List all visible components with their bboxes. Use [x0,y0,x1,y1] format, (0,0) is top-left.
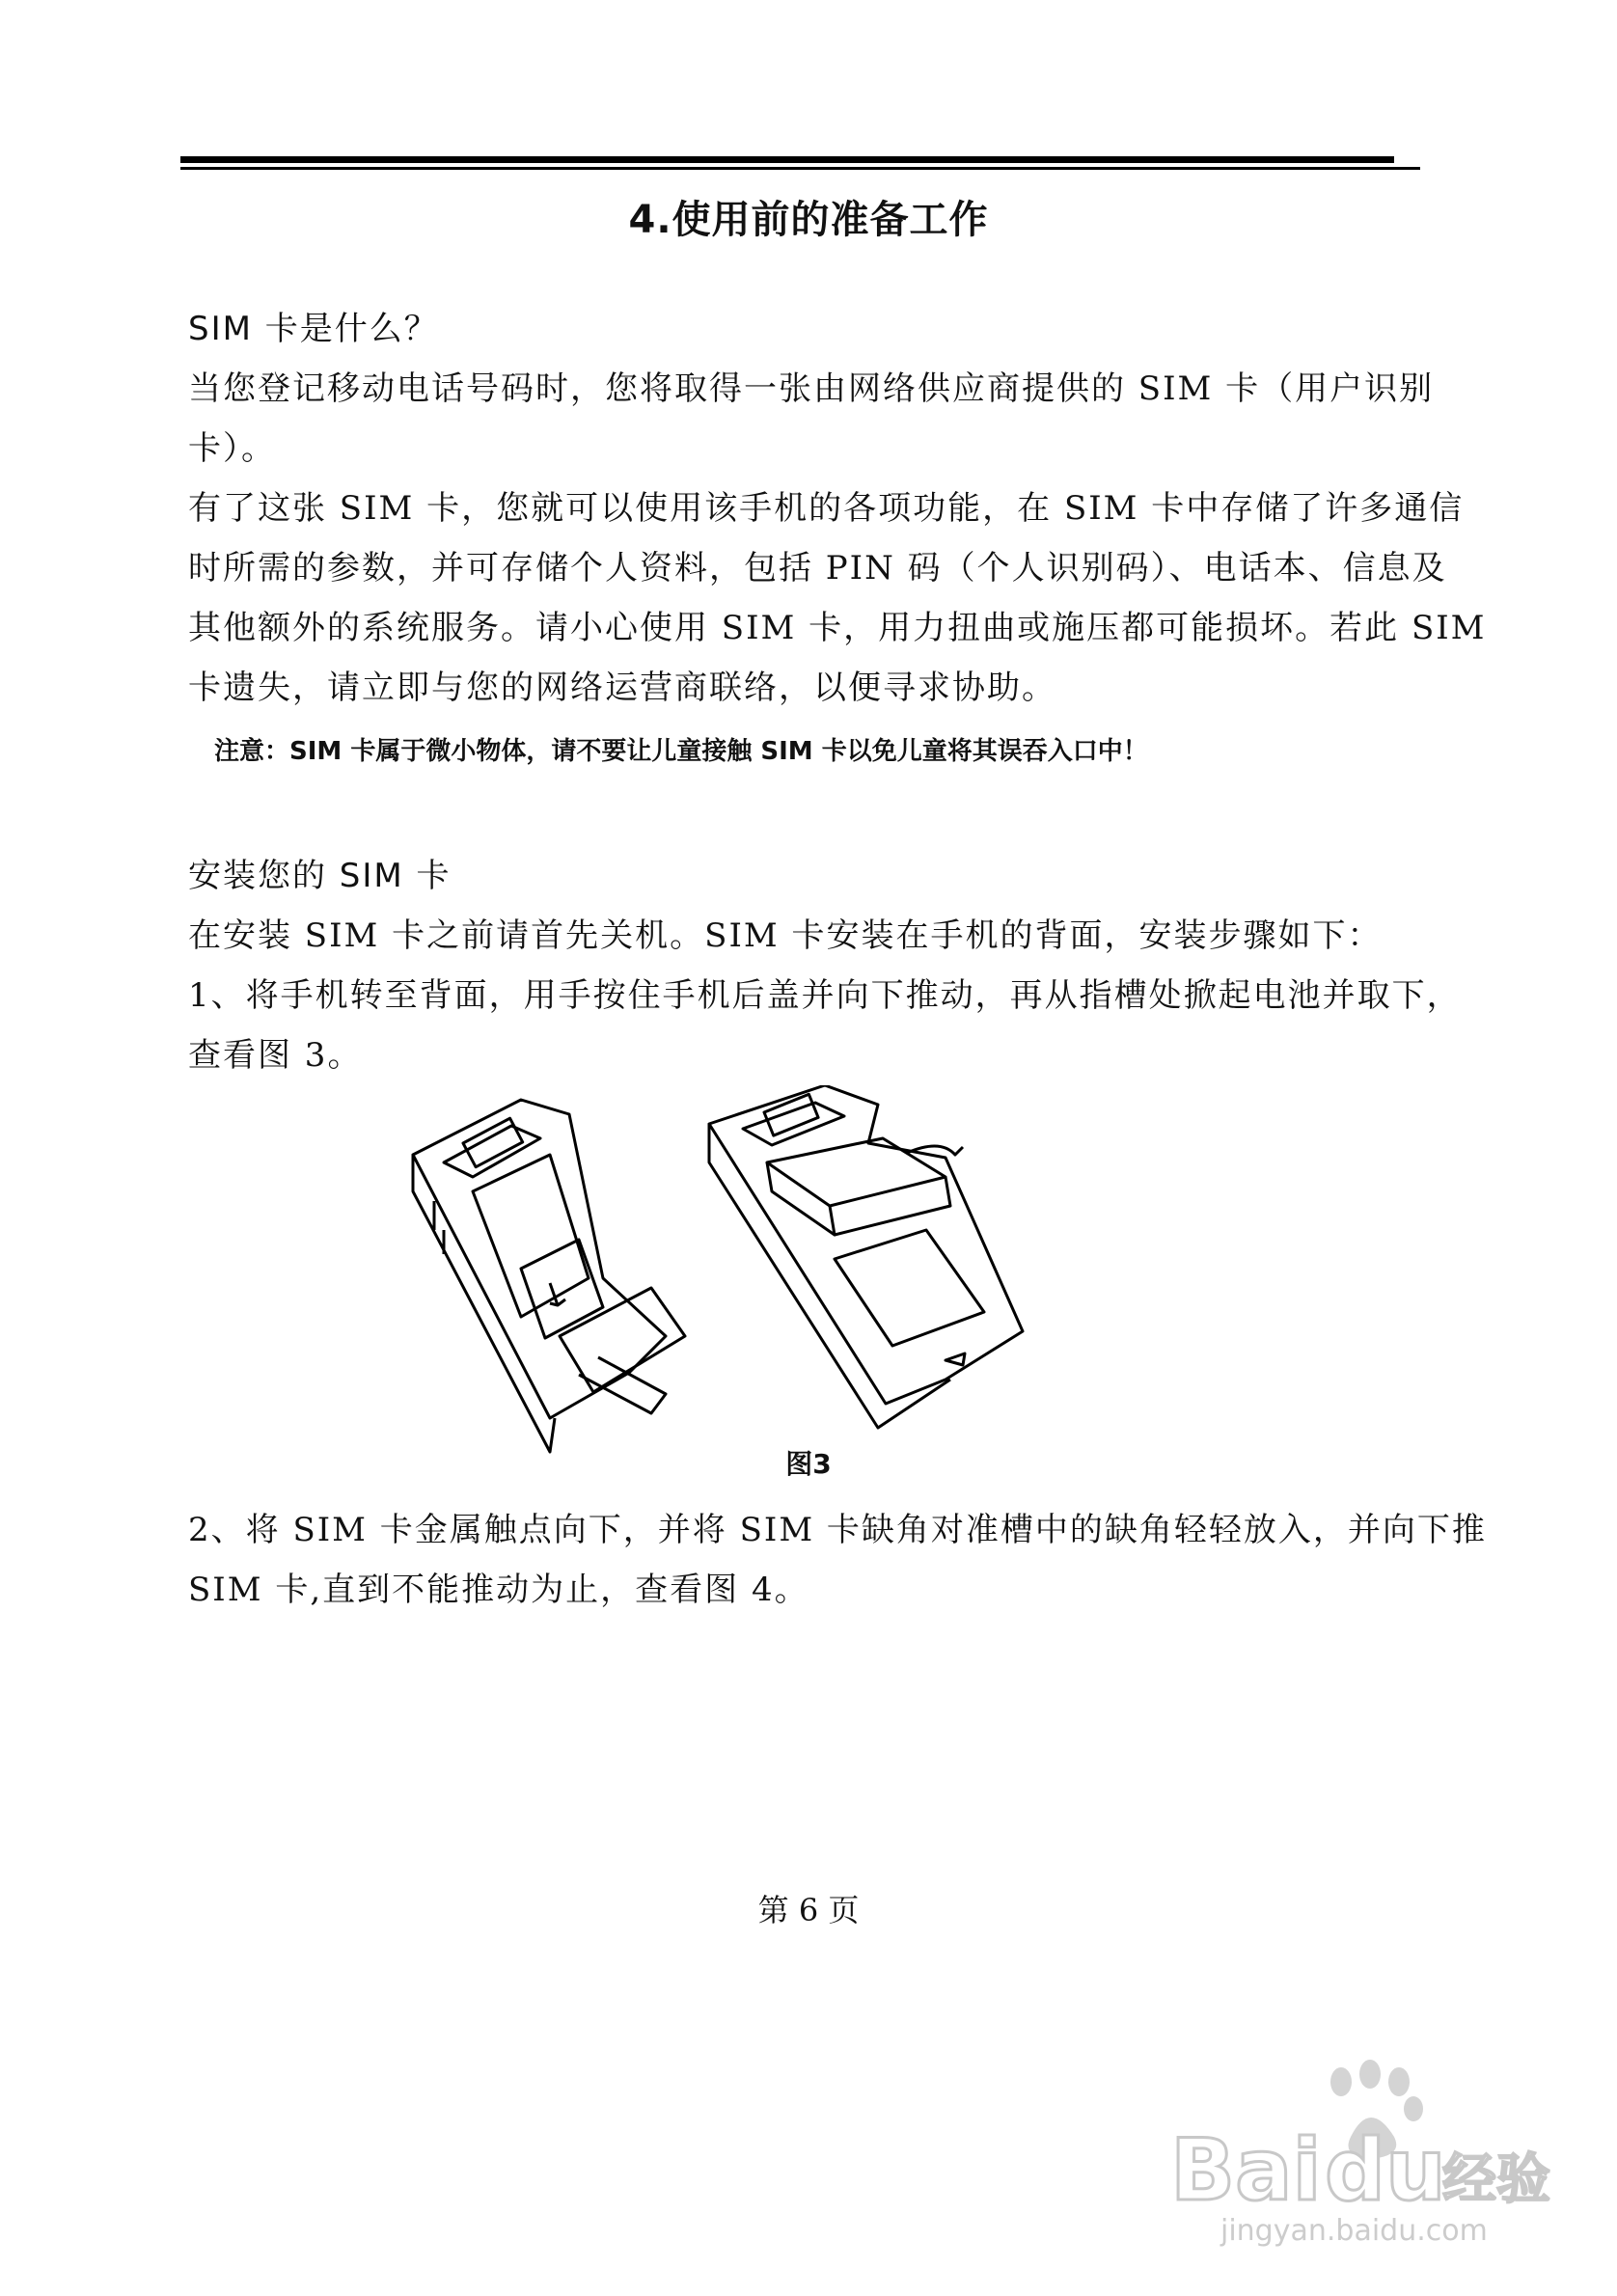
svg-text:经验: 经验 [1442,2148,1550,2211]
section-heading-install-sim: 安装您的 SIM 卡 [188,857,452,895]
section-heading-what-is-sim: SIM 卡是什么？ [188,310,439,348]
warning-note: 注意：SIM 卡属于微小物体，请不要让儿童接触 SIM 卡以免儿童将其误吞入口中！ [214,737,1148,766]
paragraph-line: 卡遗失，请立即与您的网络运营商联络，以便寻求协助。 [188,669,1056,707]
paragraph-line: 1、将手机转至背面，用手按住手机后盖并向下推动，再从指槽处掀起电池并取下， [188,976,1462,1015]
paragraph-line: 时所需的参数，并可存储个人资料，包括 PIN 码（个人识别码）、电话本、信息及 [188,549,1447,588]
paragraph-line: 在安装 SIM 卡之前请首先关机。SIM 卡安装在手机的背面，安装步骤如下： [188,916,1383,955]
header-rule-thin [180,167,1420,170]
svg-text:Bai: Bai [1170,2120,1322,2220]
paragraph-line: 其他额外的系统服务。请小心使用 SIM 卡，用力扭曲或施压都可能损坏。若此 SIM [188,609,1487,647]
header-rule-thick [180,156,1394,163]
phone-right-illustration [709,1085,1023,1428]
figure-3-phone-battery-removal [405,1085,1100,1457]
svg-text:du: du [1325,2120,1446,2220]
page-title: 4.使用前的准备工作 [628,198,989,242]
paragraph-line: 卡）。 [188,429,276,468]
baidu-watermark-logo [1153,2045,1558,2248]
phone-left-illustration [413,1100,685,1452]
figure-caption: 图3 [785,1448,832,1480]
paragraph-line: 有了这张 SIM 卡，您就可以使用该手机的各项功能，在 SIM 卡中存储了许多通信 [188,489,1465,528]
page-number: 第 6 页 [757,1892,860,1928]
paragraph-line: 2、将 SIM 卡金属触点向下，并将 SIM 卡缺角对准槽中的缺角轻轻放入，并向下推 [188,1511,1487,1549]
paragraph-line: 查看图 3。 [188,1036,363,1075]
watermark-url: jingyan.baidu.com [1220,2214,1488,2248]
paragraph-line: 当您登记移动电话号码时，您将取得一张由网络供应商提供的 SIM 卡（用户识别 [188,369,1435,408]
paragraph-line: SIM 卡,直到不能推动为止，查看图 4。 [188,1571,809,1609]
